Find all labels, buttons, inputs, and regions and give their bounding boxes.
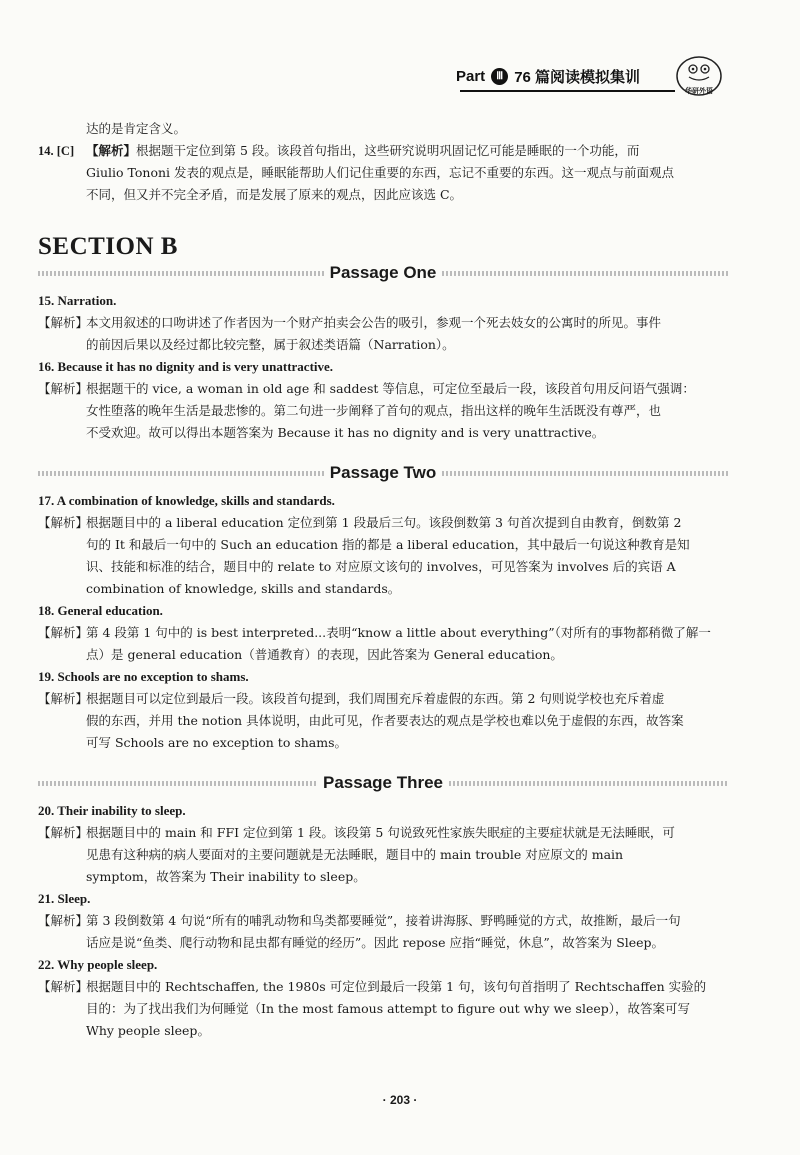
analysis-line: 话应是说“鱼类、爬行动物和昆虫都有睡觉的经历”。因此 repose 应指“睡觉，休息”，故答案为 Sleep。	[86, 935, 665, 950]
analysis-line: 句的 It 和最后一句中的 Such an education 指的都是 a liberal education，其中最后一句说这种教育是知	[86, 537, 690, 552]
passage-title: Passage Three	[323, 773, 444, 792]
question-answer: 19. Schools are no exception to shams.	[38, 669, 249, 684]
analysis-label: 【解析】	[38, 913, 89, 928]
item-14-line: 不同，但又并不完全矛盾，而是发展了原来的观点，因此应该选 C。	[86, 187, 463, 202]
analysis-block	[38, 976, 728, 1042]
header-part: Part	[456, 68, 486, 85]
analysis-line: 假的东西，并用 the notion 具体说明，由此可见，作者要表达的观点是学校也难以免于虚假的东西，故答案	[86, 713, 684, 728]
analysis-label: 【解析】	[38, 979, 89, 994]
question-answer: 20. Their inability to sleep.	[38, 803, 186, 818]
item-14-line: 根据题干定位到第 5 段。该段首句指出，这些研究说明巩固记忆可能是睡眠的一个功能，而	[136, 143, 640, 158]
section-title: SECTION B	[38, 233, 178, 260]
analysis-line: 见患有这种病的病人要面对的主要问题就是无法睡眠，题目中的 main trouble 对应原文的 main	[86, 847, 624, 862]
dotted-rule	[442, 271, 728, 276]
page-content	[38, 118, 728, 1042]
analysis-line: 根据题目中的 a liberal education 定位到第 1 段最后三句。该段倒数第 3 句首次提到自由教育，倒数第 2	[86, 515, 682, 530]
item-14-label: 【解析】	[86, 143, 137, 158]
dotted-rule	[38, 471, 324, 476]
analysis-line: 本文用叙述的口吻讲述了作者因为一个财产拍卖会公告的吸引，参观一个死去妓女的公寓时的所见。事件	[86, 315, 662, 330]
dotted-rule	[38, 271, 324, 276]
analysis-label: 【解析】	[38, 625, 89, 640]
analysis-line: 目的：为了找出我们为何睡觉（In the most famous attempt to figure out why we sleep），故答案可写	[86, 1001, 690, 1016]
analysis-line: 根据题目中的 Rechtschaffen, the 1980s 可定位到最后一段第 1 句，该句句首指明了 Rechtschaffen 实验的	[86, 979, 707, 994]
question-answer: 16. Because it has no dignity and is very unattractive.	[38, 359, 334, 374]
passage-heading	[38, 462, 728, 484]
analysis-label: 【解析】	[38, 381, 89, 396]
item-14-line: Giulio Tononi 发表的观点是，睡眠能帮助人们记住重要的东西，忘记不重要的东西。这一观点与前面观点	[86, 165, 675, 180]
question-answer: 17. A combination of knowledge, skills and standards.	[38, 493, 335, 508]
dotted-rule	[442, 471, 728, 476]
analysis-label: 【解析】	[38, 825, 89, 840]
item-14-number: 14. [C]	[38, 144, 75, 158]
analysis-line: 根据题目可以定位到最后一段。该段首句提到，我们周围充斥着虚假的东西。第 2 句则说学校也充斥着虚	[86, 691, 665, 706]
continuation-text: 达的是肯定含义。	[86, 121, 187, 136]
passage-heading	[38, 262, 728, 284]
analysis-block	[38, 688, 728, 754]
header-title	[456, 66, 640, 87]
analysis-line: 根据题干的 vice, a woman in old age 和 saddest 等信息，可定位至最后一段，该段首句用反问语气强调：	[86, 381, 695, 396]
header-rule	[460, 90, 675, 92]
analysis-line: combination of knowledge, skills and standards。	[86, 581, 401, 596]
analysis-block	[38, 622, 728, 666]
analysis-line: 可写 Schools are no exception to shams。	[86, 735, 347, 750]
question-answer: 22. Why people sleep.	[38, 957, 158, 972]
question-answer: 15. Narration.	[38, 293, 117, 308]
analysis-block	[38, 312, 728, 356]
item-14	[38, 140, 728, 206]
analysis-label: 【解析】	[38, 315, 89, 330]
analysis-line: 第 3 段倒数第 4 句说“所有的哺乳动物和鸟类都要睡觉”，接着讲海豚、野鸭睡觉的方式，故推断，最后一句	[86, 913, 681, 928]
header-book-title: 76 篇阅读模拟集训	[514, 69, 641, 86]
analysis-label: 【解析】	[38, 515, 89, 530]
analysis-line: 识、技能和标准的结合，题目中的 relate to 对应原文该句的 involves，可见答案为 involves 后的宾语 A	[86, 559, 676, 574]
analysis-line: 根据题目中的 main 和 FFI 定位到第 1 段。该段第 5 句说致死性家族失眠症的主要症状就是无法睡眠，可	[86, 825, 675, 840]
analysis-line: 点）是 general education（普通教育）的表现，因此答案为 General education。	[86, 647, 563, 662]
analysis-line: 的前因后果以及经过都比较完整，属于叙述类语篇（Narration）。	[86, 337, 455, 352]
logo-text: 华研外语	[685, 87, 713, 95]
analysis-block	[38, 378, 728, 444]
analysis-label: 【解析】	[38, 691, 89, 706]
analysis-line: symptom，故答案为 Their inability to sleep。	[86, 869, 366, 884]
question-answer: 21. Sleep.	[38, 891, 91, 906]
question-answer: 18. General education.	[38, 603, 163, 618]
analysis-line: 第 4 段第 1 句中的 is best interpreted...表明“know a little about everything”（对所有的事物都稍微了解一	[86, 625, 711, 640]
analysis-block	[38, 822, 728, 888]
passage-title: Passage Two	[329, 463, 437, 482]
passage-heading	[38, 772, 728, 794]
analysis-line: 不受欢迎。故可以得出本题答案为 Because it has no dignity and is very unattractive。	[86, 425, 605, 440]
dotted-rule	[38, 781, 317, 786]
analysis-line: 女性堕落的晚年生活是最悲惨的。第二句进一步阐释了首句的观点，指出这样的晚年生活既没有尊严，也	[86, 403, 662, 418]
passage-title: Passage One	[329, 263, 437, 282]
header-roman-badge: Ⅲ	[491, 68, 508, 85]
analysis-block	[38, 512, 728, 600]
dotted-rule	[449, 781, 728, 786]
page-number: · 203 ·	[382, 1093, 418, 1107]
analysis-line: Why people sleep。	[86, 1023, 210, 1038]
analysis-block	[38, 910, 728, 954]
